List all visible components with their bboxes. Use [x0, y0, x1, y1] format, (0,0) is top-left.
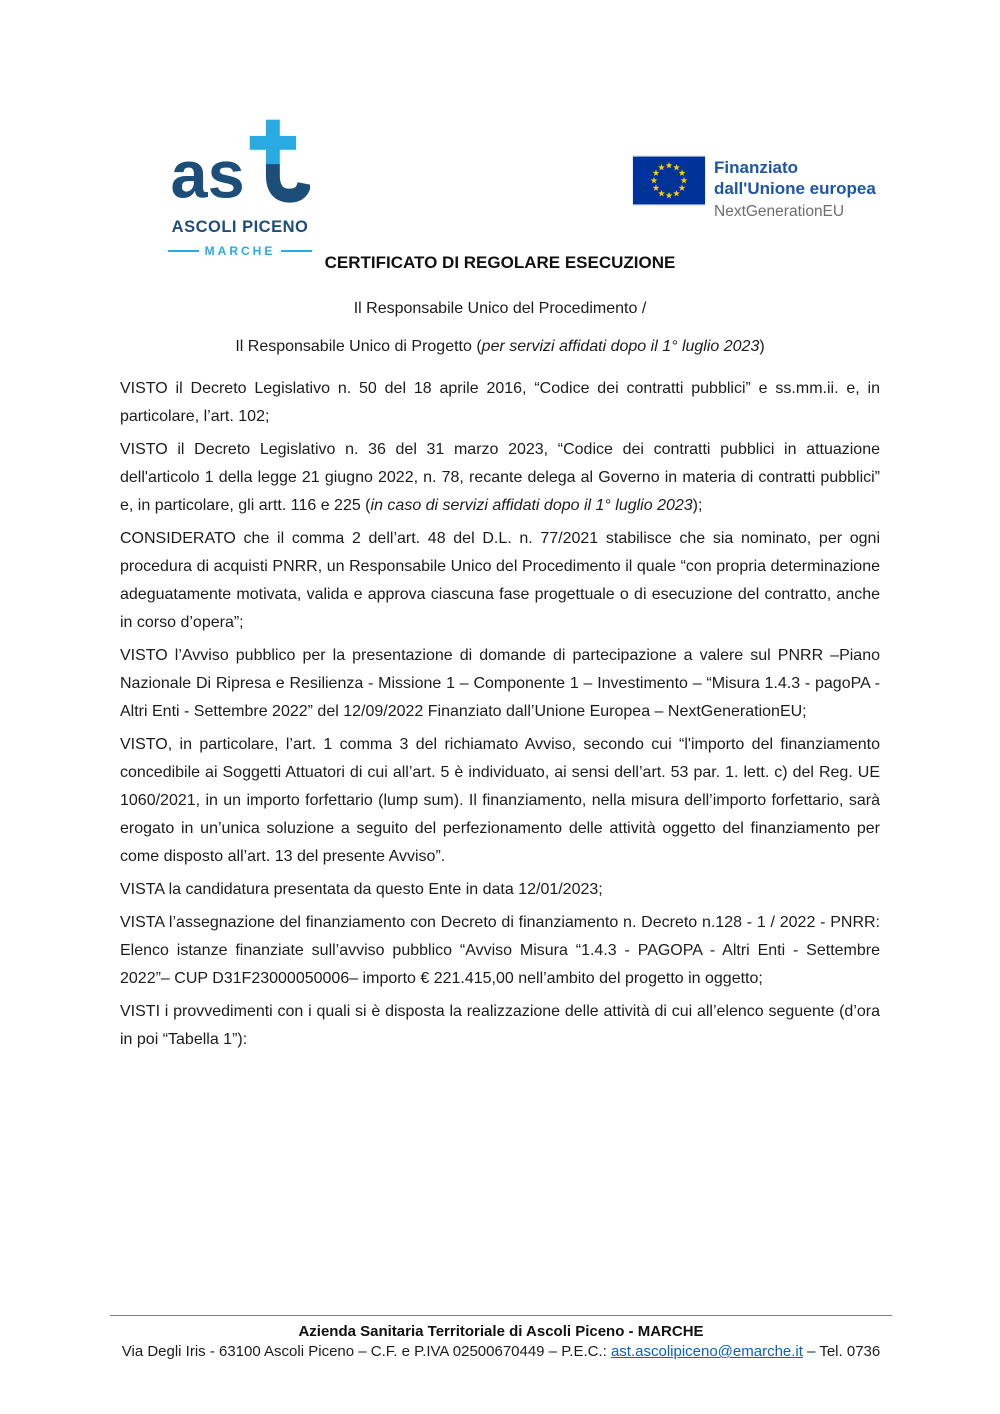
- paragraph-vista-candidatura: VISTA la candidatura presentata da questo Ente in data 12/01/2023;: [120, 881, 603, 898]
- paragraph-visto-avviso-pnrr: VISTO l’Avviso pubblico per la presentazione di domande di partecipazione a valere sul PNRR –Piano Nazionale Di Ripresa e Resilienza - Missione 1 – Componente 1 – Investimento – “Misura 1.4.3 - pagoPA - Altri Enti - Settembre 2022” del 12/09/2022 Finanziato dall’Unione Europea – NextGenerationEU;: [120, 647, 880, 720]
- p2-close: );: [692, 497, 703, 514]
- subtitle2-italic: per servizi affidati dopo il 1° luglio 2023: [481, 338, 760, 355]
- footer-address: [110, 1342, 892, 1362]
- plus-icon: [250, 120, 296, 166]
- subtitle-rup: Il Responsabile Unico del Procedimento /: [353, 300, 647, 317]
- page-title: CERTIFICATO DI REGOLARE ESECUZIONE: [324, 253, 676, 272]
- paragraph-vista-assegnazione-finanziamento: VISTA l’assegnazione del finanziamento con Decreto di finanziamento n. Decreto n.128 - 1 / 2022 - PNRR: Elenco istanze finanziate sull’avviso pubblico “Avviso Misura “1.4.3 - PAGOPA - Altri Enti - Settembre 2022”– CUP D31F23000050006– importo € 221.415,00 nell’ambito del progetto in oggetto;: [120, 914, 880, 987]
- footer-org-name: Azienda Sanitaria Territoriale di Ascoli Piceno - MARCHE: [298, 1323, 704, 1340]
- eu-funding-logo: [633, 156, 876, 222]
- eu-funding-line1: Finanziato: [714, 158, 799, 177]
- subtitle2-text: Il Responsabile Unico di Progetto (: [235, 338, 482, 355]
- footer-address-text: Via Degli Iris - 63100 Ascoli Piceno – C.F. e P.IVA 02500670449 – P.E.C.:: [121, 1343, 611, 1360]
- p2-text: VISTO il Decreto Legislativo n. 36 del 31 marzo 2023, “Codice dei contratti pubblici in attuazione dell'articolo 1 della legge 21 giugno 2022, n. 78, recante delega al Governo in materia di contratti pubblici” e, in particolare, gli artt. 116 e 225 (: [120, 441, 880, 514]
- paragraph-visto-art1-comma3: VISTO, in particolare, l’art. 1 comma 3 del richiamato Avviso, secondo cui “l'importo del finanziamento concedibile ai Soggetti Attuatori di cui all’art. 5 è individuato, ai sensi dell’art. 53 par. 1. lett. c) del Reg. UE 1060/2021, in un importo forfettario (lump sum). Il finanziamento, nella misura dell’importo forfettario, sarà erogato in un’unica soluzione a seguito del perfezionamento delle attività oggetto del finanziamento per come disposto all’art. 13 del presente Avviso”.: [120, 736, 880, 865]
- ast-logo-region-label: MARCHE: [204, 244, 276, 258]
- ast-logo: [168, 116, 312, 258]
- paragraph-considerato-dl-77-2021: CONSIDERATO che il comma 2 dell’art. 48 del D.L. n. 77/2021 stabilisce che sia nominato, per ogni procedura di acquisti PNRR, un Responsabile Unico del Procedimento il quale “con propria determinazione adeguatamente motivata, valida e approva ciascuna fase progettuale o di esecuzione del contratto, anche in corso d’opera”;: [120, 530, 880, 631]
- ast-logo-t-hook: [273, 164, 304, 195]
- ast-logo-name: ASCOLI PICENO: [171, 218, 309, 236]
- eu-funding-line3: NextGenerationEU: [714, 203, 845, 220]
- page-footer: [110, 1315, 892, 1362]
- eu-flag-icon: [633, 156, 705, 205]
- subtitle2-close: ): [759, 338, 765, 355]
- ast-logo-mark: [170, 116, 310, 216]
- eu-funding-text: [714, 156, 876, 222]
- paragraph-visto-dlgs-36-2023: [120, 436, 880, 520]
- document-body: [120, 252, 880, 1059]
- subtitle-rup-progetto: [120, 336, 880, 358]
- paragraph-visti-provvedimenti: VISTI i provvedimenti con i quali si è disposta la realizzazione delle attività di cui all’elenco seguente (d’ora in poi “Tabella 1”):: [120, 1003, 880, 1048]
- p2-italic: in caso di servizi affidati dopo il 1° luglio 2023: [370, 497, 693, 514]
- ast-logo-acronym: as: [170, 138, 245, 213]
- pec-email-link[interactable]: ast.ascolipiceno@emarche.it: [610, 1343, 803, 1360]
- footer-address-tail: – Tel. 0736: [802, 1343, 881, 1360]
- paragraph-visto-dlgs-50-2016: VISTO il Decreto Legislativo n. 50 del 18 aprile 2016, “Codice dei contratti pubblici” e ss.mm.ii. e, in particolare, l’art. 102;: [120, 380, 880, 425]
- eu-funding-line2: dall'Unione europea: [714, 179, 876, 198]
